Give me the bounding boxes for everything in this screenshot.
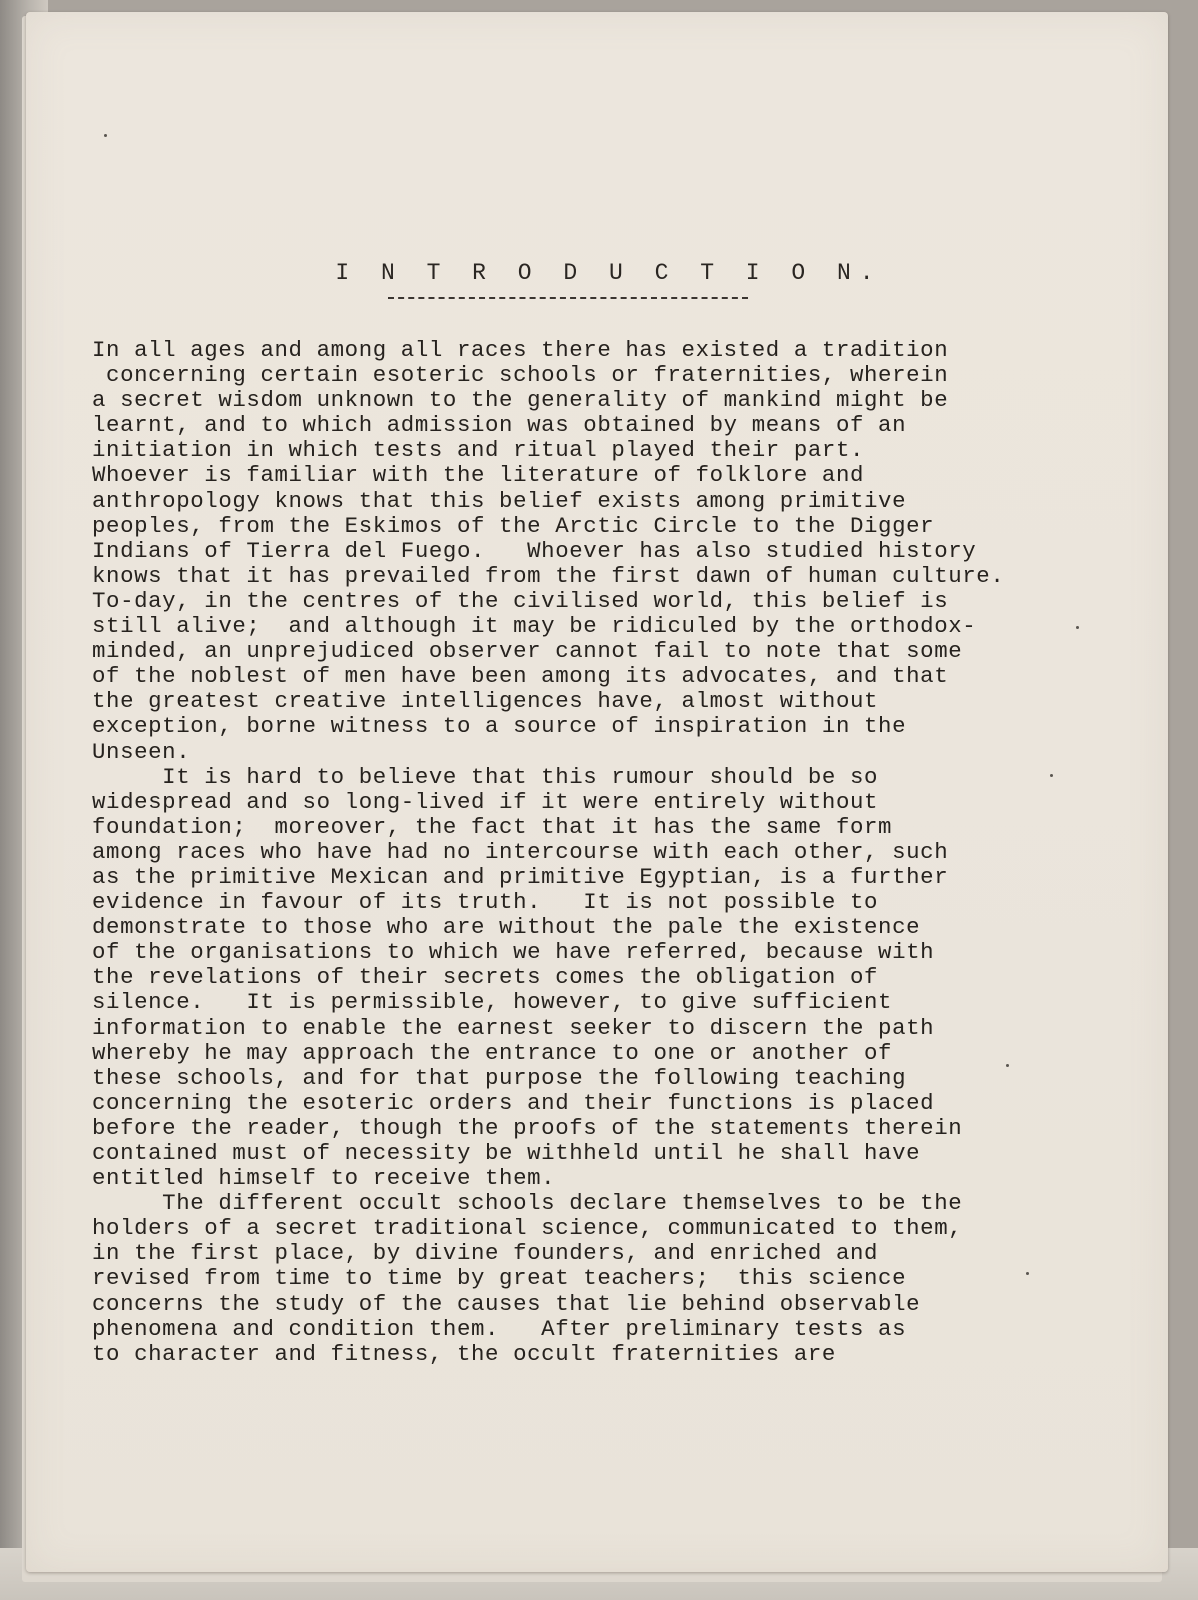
text-line: learnt, and to which admission was obtained by means of an bbox=[92, 412, 907, 439]
text-line: The different occult schools declare themselves to be the bbox=[92, 1190, 963, 1217]
text-line: widespread and so long-lived if it were entirely without bbox=[92, 788, 879, 815]
speck bbox=[1006, 1064, 1009, 1067]
text-line: the greatest creative intelligences have, almost without bbox=[92, 688, 879, 715]
text-line: knows that it has prevailed from the first dawn of human culture. bbox=[92, 562, 1005, 589]
speck bbox=[1050, 774, 1053, 777]
text-line: In all ages and among all races there has existed a tradition bbox=[92, 337, 949, 363]
text-line: evidence in favour of its truth. It is not possible to bbox=[92, 889, 879, 916]
text-line: whereby he may approach the entrance to one or another of bbox=[92, 1039, 893, 1066]
text-line: silence. It is permissible, however, to give sufficient bbox=[92, 989, 893, 1016]
text-line: minded, an unprejudiced observer cannot fail to note that some bbox=[92, 638, 963, 665]
text-line: holders of a secret traditional science, communicated to them, bbox=[92, 1215, 963, 1242]
text-line: Whoever is familiar with the literature of folklore and bbox=[92, 462, 865, 489]
text-line: of the noblest of men have been among its advocates, and that bbox=[92, 663, 949, 690]
text-line: Indians of Tierra del Fuego. Whoever has also studied history bbox=[92, 537, 977, 564]
text-line: initiation in which tests and ritual played their part. bbox=[92, 437, 865, 464]
text-line: among races who have had no intercourse with each other, such bbox=[92, 838, 949, 865]
title-underline bbox=[388, 297, 748, 299]
text-line: demonstrate to those who are without the pale the existence bbox=[92, 914, 921, 941]
text-line: in the first place, by divine founders, and enriched and bbox=[92, 1240, 879, 1267]
text-line: concerning certain esoteric schools or fraternities, wherein bbox=[92, 362, 949, 389]
text-line: entitled himself to receive them. bbox=[92, 1165, 556, 1192]
text-line: to character and fitness, the occult fraternities are bbox=[92, 1340, 836, 1367]
text-line: peoples, from the Eskimos of the Arctic Circle to the Digger bbox=[92, 512, 935, 539]
typewritten-page bbox=[26, 12, 1168, 1572]
speck bbox=[1026, 1272, 1029, 1275]
text-line: information to enable the earnest seeker to discern the path bbox=[92, 1014, 935, 1041]
text-line: the revelations of their secrets comes the obligation of bbox=[92, 964, 879, 991]
text-line: revised from time to time by great teachers; this science bbox=[92, 1265, 907, 1292]
text-line: these schools, and for that purpose the following teaching bbox=[92, 1064, 907, 1091]
text-line: as the primitive Mexican and primitive Egyptian, is a further bbox=[92, 863, 949, 890]
speck bbox=[104, 134, 107, 137]
text-line: It is hard to believe that this rumour should be so bbox=[92, 763, 879, 790]
text-line: anthropology knows that this belief exists among primitive bbox=[92, 487, 907, 514]
text-line: concerns the study of the causes that lie behind observable bbox=[92, 1290, 921, 1317]
text-line: exception, borne witness to a source of inspiration in the bbox=[92, 713, 907, 740]
text-line: before the reader, though the proofs of the statements therein bbox=[92, 1114, 963, 1141]
text-line: foundation; moreover, the fact that it has the same form bbox=[92, 813, 893, 840]
text-line: phenomena and condition them. After preliminary tests as bbox=[92, 1315, 907, 1342]
text-line: To-day, in the centres of the civilised world, this belief is bbox=[92, 587, 949, 614]
speck bbox=[1076, 626, 1079, 629]
text-line: still alive; and although it may be ridiculed by the orthodox- bbox=[92, 613, 977, 640]
text-line: contained must of necessity be withheld until he shall have bbox=[92, 1140, 921, 1166]
text-line: a secret wisdom unknown to the generality of mankind might be bbox=[92, 387, 949, 414]
text-line: Unseen. bbox=[92, 738, 191, 765]
page-title: I N T R O D U C T I O N. bbox=[335, 260, 883, 286]
body-text bbox=[92, 338, 1152, 1367]
text-line: concerning the esoteric orders and their functions is placed bbox=[92, 1089, 935, 1116]
text-line: of the organisations to which we have referred, because with bbox=[92, 939, 935, 966]
